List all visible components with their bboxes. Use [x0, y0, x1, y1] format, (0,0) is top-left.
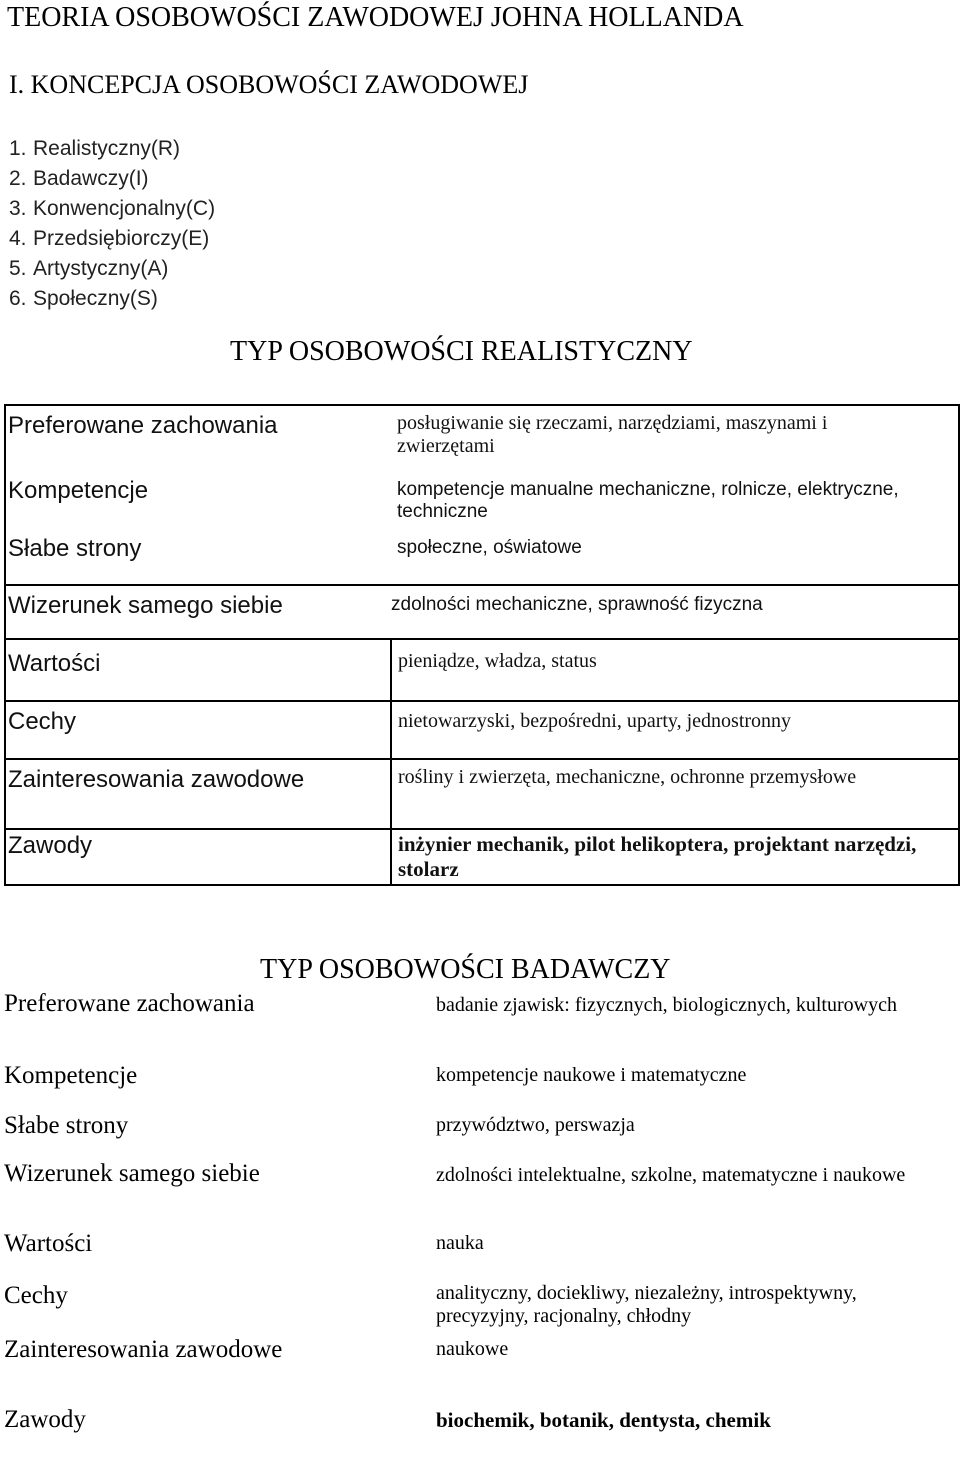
- realistic-table: [4, 404, 960, 886]
- row-value: posługiwanie się rzeczami, narzędziami, maszynami i zwierzętami: [397, 412, 828, 457]
- row-value: kompetencje manualne mechaniczne, rolnicze, elektryczne, techniczne: [397, 479, 899, 522]
- row-value: rośliny i zwierzęta, mechaniczne, ochronne przemysłowe: [398, 766, 857, 788]
- table-row: [5, 639, 959, 701]
- table-row: [0, 1230, 960, 1278]
- investigative-type-title: TYP OSOBOWOŚCI BADAWCZY: [260, 954, 671, 985]
- row-value: analityczny, dociekliwy, niezależny, introspektywny, precyzyjny, racjonalny, chłodny: [436, 1282, 857, 1327]
- row-value: biochemik, botanik, dentysta, chemik: [436, 1408, 771, 1432]
- row-label: Preferowane zachowania: [4, 990, 255, 1017]
- row-value: pieniądze, władza, status: [398, 650, 597, 672]
- row-label: Wizerunek samego siebie: [4, 1160, 260, 1187]
- table-row: [0, 1062, 960, 1110]
- row-value: naukowe: [436, 1338, 509, 1360]
- table-row: [5, 701, 959, 759]
- row-label: Kompetencje: [8, 477, 149, 504]
- table-row: [5, 829, 959, 885]
- table-row: [5, 471, 959, 535]
- list-item: 3. Konwencjonalny(C): [9, 197, 216, 220]
- row-label: Cechy: [5, 701, 391, 759]
- row-label: Cechy: [4, 1282, 68, 1309]
- row-value: zdolności mechaniczne, sprawność fizyczna: [391, 594, 763, 615]
- table-row: [0, 1336, 960, 1406]
- realistic-type-title: TYP OSOBOWOŚCI REALISTYCZNY: [230, 336, 693, 367]
- table-row: [0, 1278, 960, 1336]
- row-label: Zawody: [5, 829, 391, 885]
- row-label: Słabe strony: [8, 535, 142, 562]
- section-heading: I. KONCEPCJA OSOBOWOŚCI ZAWODOWEJ: [9, 70, 529, 99]
- table-row: [0, 1110, 960, 1160]
- table-row: [0, 990, 960, 1062]
- list-item: 1. Realistyczny(R): [9, 137, 181, 160]
- table-row: [0, 1160, 960, 1230]
- row-label: Kompetencje: [4, 1062, 138, 1089]
- types-list: [9, 134, 215, 314]
- row-label: Preferowane zachowania: [8, 412, 278, 439]
- row-label: Wartości: [5, 639, 391, 701]
- row-value: kompetencje naukowe i matematyczne: [436, 1064, 747, 1086]
- list-item: 6. Społeczny(S): [9, 287, 158, 310]
- page-title: TEORIA OSOBOWOŚCI ZAWODOWEJ JOHNA HOLLANDA: [7, 2, 744, 33]
- row-label: Zainteresowania zawodowe: [4, 1336, 283, 1363]
- list-item: 4. Przedsiębiorczy(E): [9, 227, 210, 250]
- row-value: zdolności intelektualne, szkolne, matematyczne i naukowe: [436, 1164, 906, 1186]
- row-label: Wizerunek samego siebie: [8, 592, 283, 619]
- row-value: przywództwo, perswazja: [436, 1114, 635, 1136]
- table-row: [5, 759, 959, 829]
- row-value: badanie zjawisk: fizycznych, biologicznych, kulturowych: [436, 994, 897, 1016]
- row-label: Wartości: [4, 1230, 93, 1257]
- table-row: [0, 1406, 960, 1446]
- investigative-table: [0, 990, 960, 1446]
- table-row: [5, 585, 959, 639]
- list-item: 2. Badawczy(I): [9, 167, 149, 190]
- row-value: nauka: [436, 1232, 484, 1254]
- row-label: Zawody: [4, 1406, 86, 1433]
- table-row: [5, 535, 959, 585]
- row-label: Słabe strony: [4, 1112, 129, 1139]
- row-value: inżynier mechanik, pilot helikoptera, projektant narzędzi, stolarz: [398, 832, 917, 881]
- list-item: 5. Artystyczny(A): [9, 257, 169, 280]
- table-row: [5, 405, 959, 471]
- row-value: nietowarzyski, bezpośredni, uparty, jednostronny: [398, 710, 792, 732]
- row-label: Zainteresowania zawodowe: [5, 759, 391, 829]
- row-value: społeczne, oświatowe: [397, 537, 582, 558]
